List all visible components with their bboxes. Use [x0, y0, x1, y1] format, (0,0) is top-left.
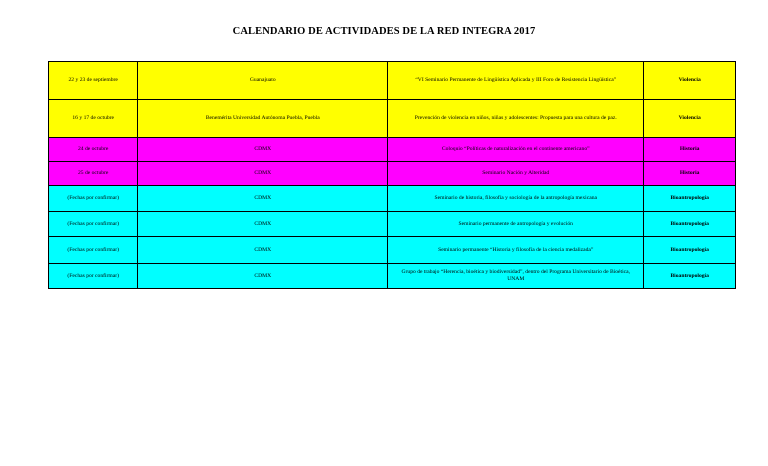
activities-table-body	[49, 62, 736, 289]
table-row	[49, 100, 736, 138]
table-row	[49, 212, 736, 237]
table-row	[49, 62, 736, 100]
category-cell: Historia	[644, 162, 736, 186]
page-title: CALENDARIO DE ACTIVIDADES DE LA RED INTEGRA 2017	[232, 26, 536, 37]
place-cell: CDMX	[138, 138, 388, 162]
table-row	[49, 162, 736, 186]
place-cell: CDMX	[138, 212, 388, 237]
date-cell: (Fechas por confirmar)	[49, 186, 138, 212]
activity-cell: Prevención de violencia en niños, niñas y adolescentes: Propuesta para una cultura de paz.	[388, 100, 644, 138]
activity-cell: Seminario de historia, filosofía y sociología de la antropología mexicana	[388, 186, 644, 212]
date-cell: 24 de octubre	[49, 138, 138, 162]
activity-cell: Seminario permanente de antropología y evolución	[388, 212, 644, 237]
table-row	[49, 138, 736, 162]
category-cell: Violencia	[644, 62, 736, 100]
date-cell: 22 y 23 de septiembre	[49, 62, 138, 100]
place-cell: CDMX	[138, 162, 388, 186]
category-cell: Historia	[644, 138, 736, 162]
activity-cell: Seminario Nación y Alteridad	[388, 162, 644, 186]
place-cell: Benemérita Universidad Autónoma Puebla, Puebla	[138, 100, 388, 138]
activities-table	[48, 61, 736, 289]
table-row	[49, 264, 736, 289]
category-cell: Bioantropología	[644, 186, 736, 212]
place-cell: CDMX	[138, 237, 388, 264]
category-cell: Bioantropología	[644, 264, 736, 289]
date-cell: 16 y 17 de octubre	[49, 100, 138, 138]
date-cell: (Fechas por confirmar)	[49, 212, 138, 237]
date-cell: (Fechas por confirmar)	[49, 264, 138, 289]
place-cell: CDMX	[138, 264, 388, 289]
date-cell: 25 de octubre	[49, 162, 138, 186]
category-cell: Violencia	[644, 100, 736, 138]
activity-cell: “VI Seminario Permanente de Lingüística Aplicada y III Foro de Resistencia Lingüística”	[388, 62, 644, 100]
category-cell: Bioantropología	[644, 212, 736, 237]
table-row	[49, 186, 736, 212]
table-row	[49, 237, 736, 264]
category-cell: Bioantropología	[644, 237, 736, 264]
date-cell: (Fechas por confirmar)	[49, 237, 138, 264]
place-cell: Guanajuato	[138, 62, 388, 100]
activity-cell: Seminario permanente “Historia y filosofía de la ciencia medalizada”	[388, 237, 644, 264]
activity-cell: Coloquio “Políticas de naturalización en el continente americano”	[388, 138, 644, 162]
activity-cell: Grupo de trabajo “Herencia, bioética y biodiversidad”, dentro del Programa Universitario de Bioética, UNAM	[388, 264, 644, 289]
place-cell: CDMX	[138, 186, 388, 212]
